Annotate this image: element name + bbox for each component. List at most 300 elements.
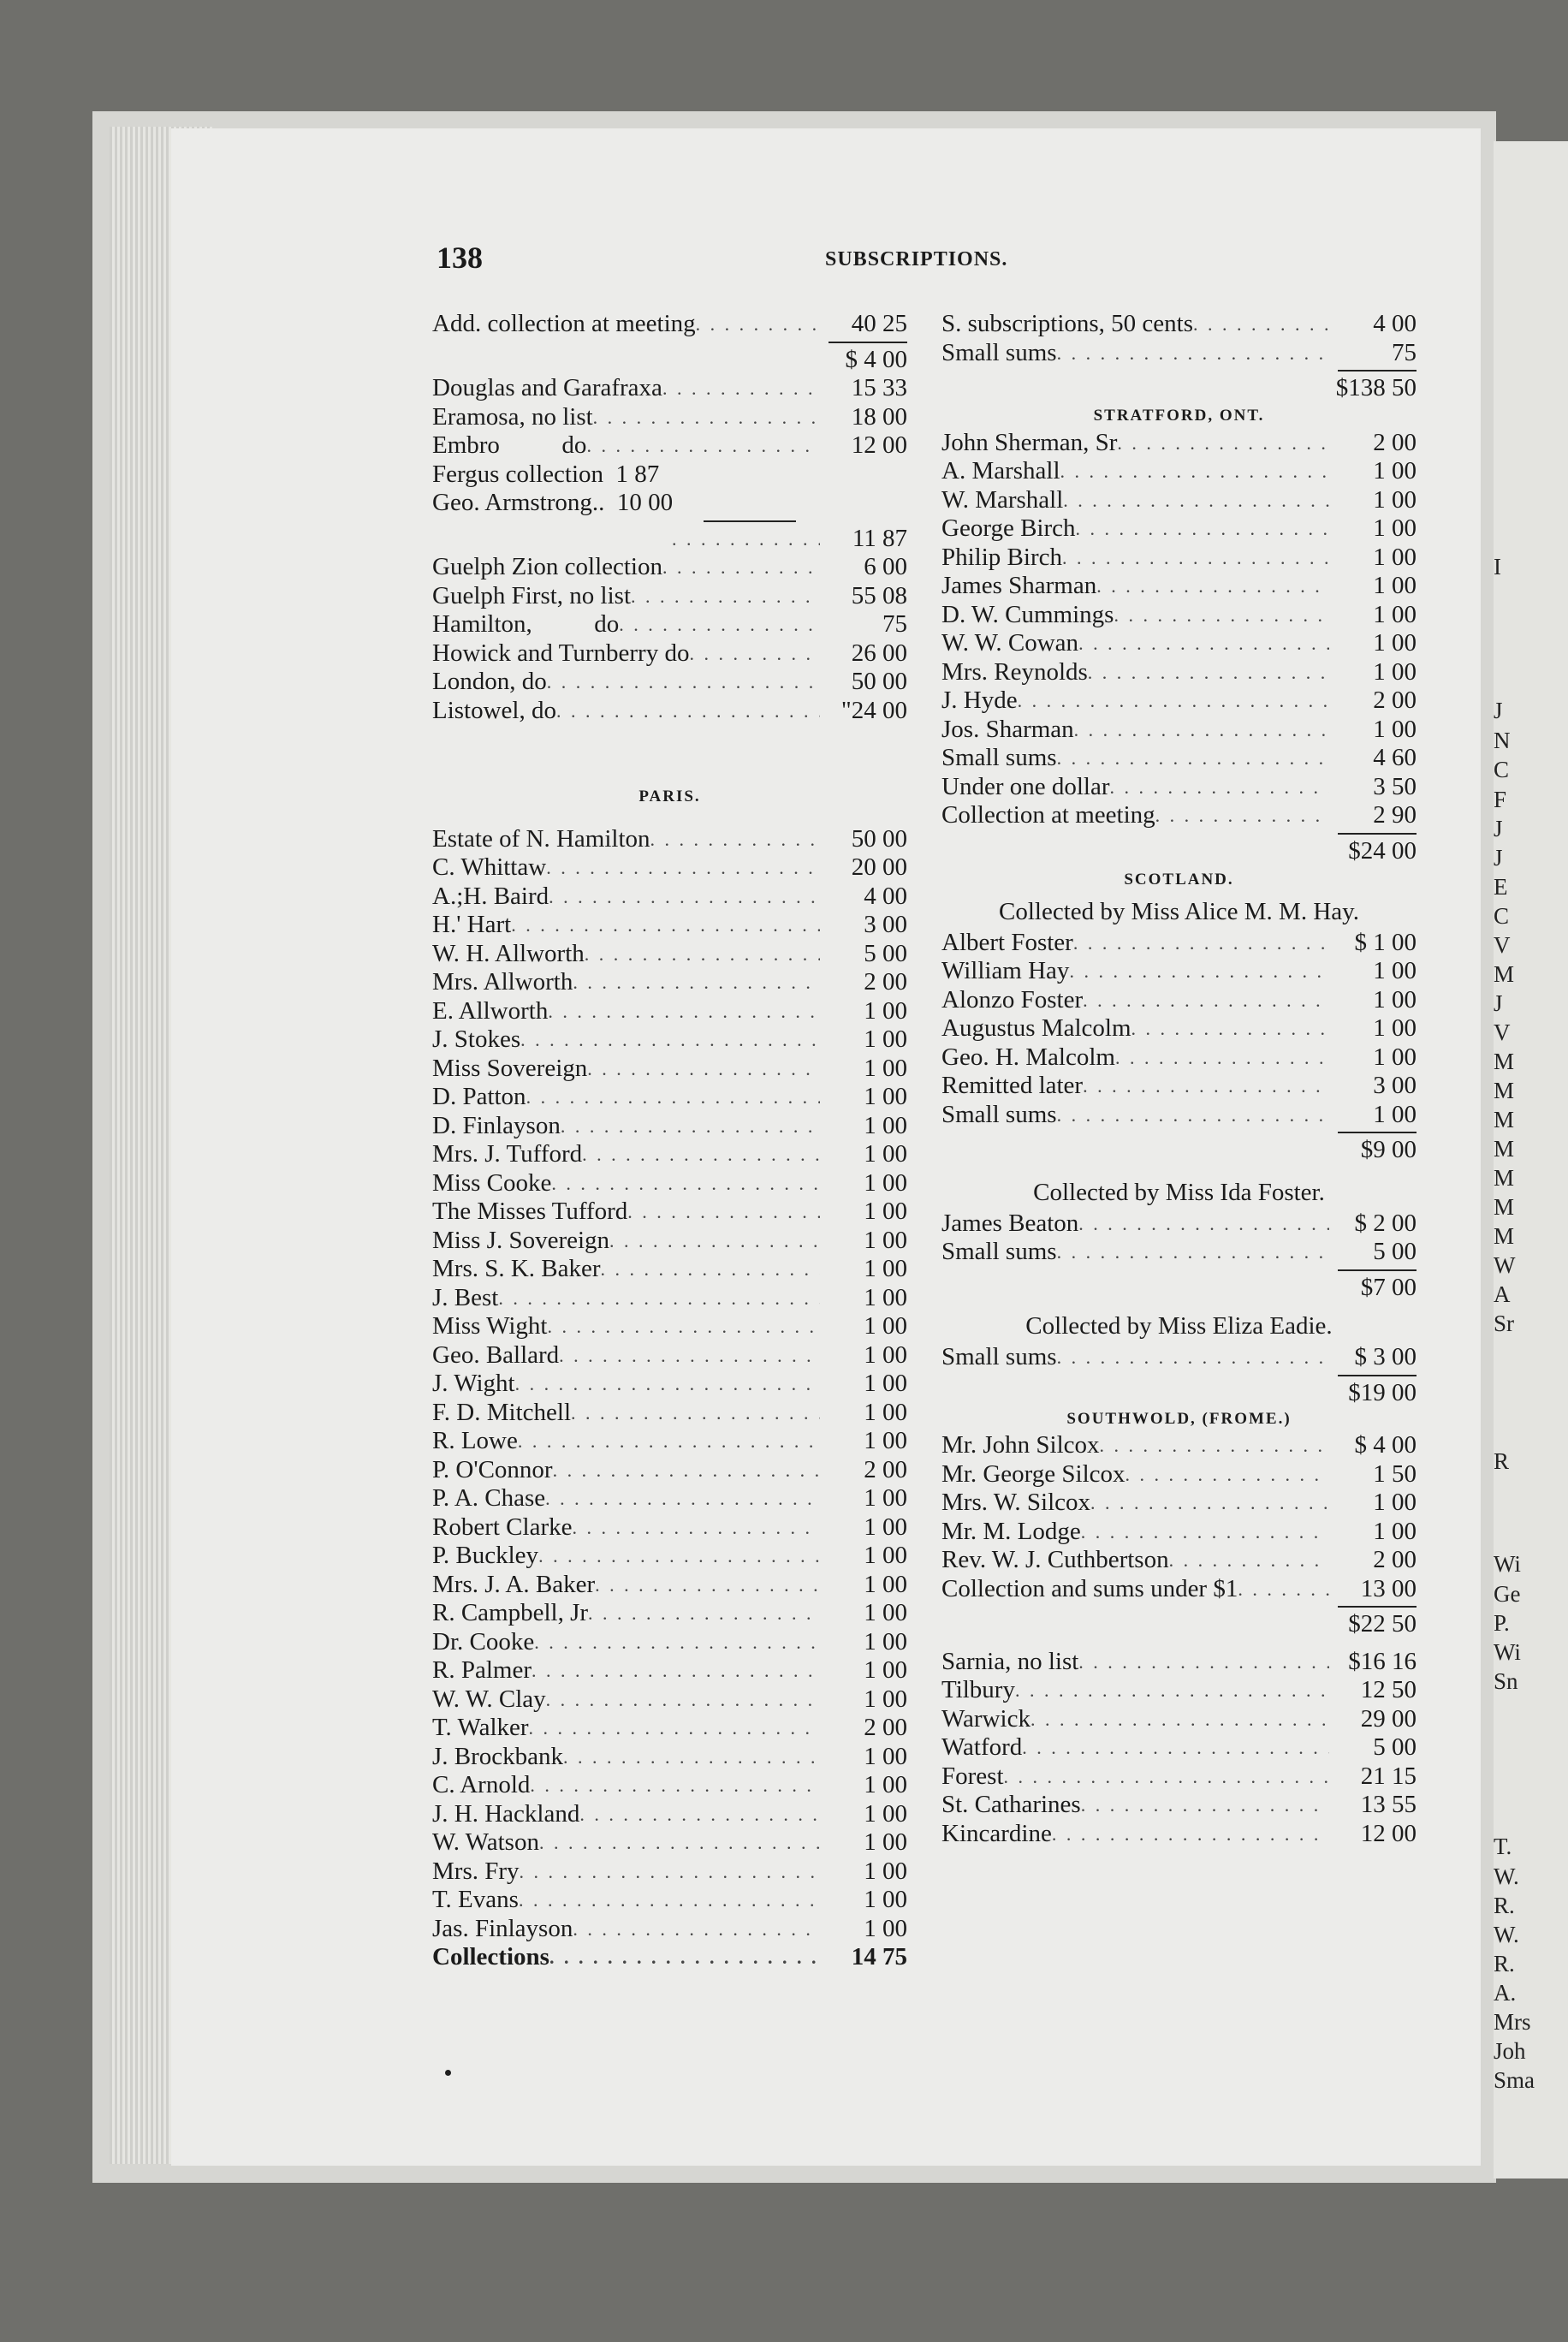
- entry-label: D. W. Cummings: [941, 600, 1114, 628]
- leader-dots: [511, 911, 820, 940]
- entry-label: J. Hyde: [941, 687, 1018, 714]
- entry-label: A.;H. Baird: [432, 882, 549, 910]
- entry-row: [432, 1284, 907, 1313]
- entry-label: Geo. H. Malcolm: [941, 1043, 1115, 1071]
- entry-amount: 1 00: [1373, 1517, 1417, 1545]
- leader-dots: [1022, 1733, 1329, 1762]
- entry-row: [941, 1518, 1417, 1547]
- entry-label: J. Wight: [432, 1370, 515, 1397]
- entry-row: [432, 940, 907, 969]
- entry-label: Add. collection at meeting: [432, 310, 696, 337]
- entry-row: [432, 1599, 907, 1628]
- entry-amount: 1 00: [864, 1398, 907, 1426]
- entry-row: [432, 1083, 907, 1112]
- entry-amount: "24 00: [840, 696, 907, 724]
- entry-label: Collection at meeting: [941, 801, 1155, 829]
- entry-amount: 1 00: [864, 1742, 907, 1770]
- collector-line: Collected by Miss Eliza Eadie.: [1025, 1312, 1333, 1340]
- entry-row: [941, 544, 1417, 573]
- entry-label: Alonzo Foster: [941, 985, 1084, 1013]
- leader-dots: [571, 1399, 820, 1428]
- entry-amount: 2 00: [1373, 1546, 1417, 1573]
- entry-amount: 1 00: [1373, 543, 1417, 571]
- entry-amount: 1 00: [864, 1857, 907, 1885]
- entry-amount: 20 00: [851, 853, 907, 881]
- entry-label: Robert Clarke: [432, 1513, 573, 1541]
- entry-row: [941, 629, 1417, 658]
- entry-row: [941, 801, 1417, 830]
- entry-amount: 29 00: [1360, 1704, 1417, 1733]
- entry-label: T. Evans: [432, 1886, 519, 1913]
- entry-row: [941, 1043, 1417, 1073]
- leader-dots: [573, 1915, 820, 1944]
- entry-label: Collections: [432, 1943, 549, 1970]
- fragment: F: [1494, 787, 1507, 812]
- leader-dots: [1114, 601, 1329, 630]
- entry-label: George Birch: [941, 514, 1076, 542]
- running-head: SUBSCRIPTIONS.: [825, 248, 1008, 270]
- entry-amount: 1 00: [1373, 600, 1417, 628]
- leader-dots: [539, 1828, 820, 1858]
- entry-row: [432, 431, 907, 461]
- collector-line: Collected by Miss Alice M. M. Hay.: [999, 897, 1359, 925]
- entry-label: Tilbury: [941, 1676, 1015, 1703]
- entry-amount: 1 00: [864, 1656, 907, 1684]
- total-amount: $24 00: [1348, 836, 1417, 865]
- leader-dots: [1015, 1676, 1329, 1705]
- entry-row: [941, 601, 1417, 630]
- entry-label: Miss Cooke: [432, 1168, 552, 1197]
- leader-dots: [1115, 1043, 1329, 1073]
- entry-label: J. Best: [432, 1283, 499, 1311]
- entry-amount: 75: [1392, 338, 1417, 366]
- leader-dots: [689, 639, 820, 669]
- entry-label: W. W. Cowan: [941, 629, 1079, 657]
- leader-dots: [696, 310, 820, 339]
- entry-amount: 50 00: [851, 824, 907, 853]
- entry-row: [432, 1628, 907, 1657]
- entry-row: [432, 610, 907, 639]
- entry-label: Fergus collection 1 87: [432, 460, 660, 488]
- leader-dots: [650, 825, 820, 854]
- entry-label: James Beaton: [941, 1209, 1079, 1237]
- left-column: [432, 310, 907, 1972]
- entry-amount: 12 00: [1360, 1819, 1417, 1847]
- entry-label: Mrs. W. Silcox: [941, 1489, 1091, 1516]
- leader-dots: [1131, 1014, 1329, 1043]
- entry-label: Guelph First, no list: [432, 581, 632, 609]
- entry-row: [941, 1676, 1417, 1705]
- fragment: R.: [1494, 1893, 1515, 1918]
- fragment: M: [1494, 961, 1515, 987]
- entry-label: Small sums: [941, 338, 1057, 366]
- leader-dots: [1057, 1238, 1329, 1267]
- entry-label: Mrs. J. Tufford: [432, 1140, 583, 1168]
- leader-dots: [1063, 486, 1329, 515]
- leader-dots: [549, 1943, 820, 1972]
- ink-speck: [445, 2070, 451, 2076]
- entry-label: Estate of N. Hamilton: [432, 824, 650, 853]
- entry-amount: 1 00: [864, 1111, 907, 1139]
- entry-amount: 1 00: [864, 1627, 907, 1655]
- entry-row: [432, 582, 907, 611]
- leader-dots: [515, 1370, 820, 1399]
- entry-amount: 4 00: [864, 882, 907, 910]
- fragment: C: [1494, 757, 1510, 782]
- entry-label: Mrs. Allworth: [432, 968, 573, 996]
- entry-amount: 1 00: [1373, 657, 1417, 686]
- total-amount: $7 00: [1360, 1273, 1417, 1301]
- entry-row: [432, 1312, 907, 1341]
- entry-row: [432, 489, 907, 518]
- entry-row: [432, 1025, 907, 1055]
- leader-dots: [609, 1227, 820, 1256]
- entry-row: [941, 457, 1417, 486]
- leader-dots: [1078, 629, 1329, 658]
- leader-dots: [520, 1858, 820, 1887]
- entry-amount: 6 00: [864, 553, 907, 580]
- entry-row: [432, 403, 907, 432]
- leader-dots: [1169, 1546, 1329, 1575]
- leader-dots: [1100, 1431, 1330, 1460]
- fragment: Sma: [1494, 2067, 1535, 2093]
- leader-dots: [1081, 1791, 1329, 1820]
- entry-label: Small sums: [941, 1100, 1057, 1128]
- fragment: M: [1494, 1078, 1515, 1103]
- entry-row: [432, 1341, 907, 1370]
- entry-amount: $ 4 00: [1354, 1431, 1417, 1459]
- entry-amount: 1 00: [864, 1542, 907, 1569]
- entry-amount: 1 00: [864, 1198, 907, 1225]
- entry-row: [941, 1343, 1417, 1372]
- entry-amount: 55 08: [851, 581, 907, 609]
- entry-label: J. Stokes: [432, 1025, 521, 1053]
- entry-row: [941, 429, 1417, 458]
- leader-dots: [662, 374, 820, 403]
- leader-dots: [1155, 801, 1329, 830]
- fragment: W: [1494, 1252, 1516, 1278]
- entry-row: [432, 1255, 907, 1284]
- leader-dots: [519, 1886, 820, 1915]
- entry-label: Augustus Malcolm: [941, 1014, 1131, 1042]
- leader-dots: [1096, 572, 1329, 601]
- entry-amount: 1 00: [864, 996, 907, 1025]
- entry-amount: 1 00: [864, 1083, 907, 1110]
- entry-label: R. Palmer: [432, 1656, 532, 1684]
- fragment: J: [1494, 698, 1503, 723]
- leader-dots: [546, 853, 820, 883]
- leader-dots: [1078, 1648, 1329, 1677]
- leader-dots: [619, 610, 820, 639]
- entry-amount: 3 50: [1373, 772, 1417, 800]
- fragment: A.: [1494, 1980, 1517, 2006]
- leader-dots: [1030, 1705, 1329, 1734]
- entry-label: Mrs. J. A. Baker: [432, 1570, 596, 1598]
- entry-amount: 40 25: [851, 310, 907, 337]
- entry-label: The Misses Tufford: [432, 1198, 628, 1225]
- total-row: [941, 1379, 1417, 1408]
- leader-dots: [553, 1456, 820, 1485]
- entry-label: T. Walker: [432, 1714, 529, 1741]
- leader-dots: [518, 1427, 820, 1456]
- entry-amount: 13 55: [1360, 1791, 1417, 1818]
- entry-amount: 1 00: [1373, 957, 1417, 984]
- entry-row: [941, 1575, 1417, 1604]
- leader-dots: [1018, 687, 1329, 716]
- entry-label: W. H. Allworth: [432, 939, 585, 967]
- entry-row: [941, 1014, 1417, 1043]
- entry-label: H.' Hart: [432, 911, 512, 938]
- entry-amount: 13 00: [1360, 1574, 1417, 1602]
- leader-dots: [498, 1284, 820, 1313]
- leader-dots: [582, 1140, 820, 1169]
- collector-line: Collected by Miss Ida Foster.: [1033, 1178, 1325, 1206]
- entry-label: D. Finlayson: [432, 1111, 561, 1139]
- fragment: Sn: [1494, 1668, 1518, 1694]
- entry-amount: 1 00: [864, 1570, 907, 1598]
- leader-dots: [586, 431, 820, 461]
- leader-dots: [1057, 1101, 1329, 1130]
- entry-amount: 1 00: [864, 1513, 907, 1541]
- leader-dots: [549, 883, 820, 912]
- entry-row: [432, 853, 907, 883]
- entry-amount: 1 00: [864, 1914, 907, 1942]
- entry-label: Miss Sovereign: [432, 1054, 588, 1082]
- total-rule: [941, 1603, 1417, 1610]
- leader-dots: [1052, 1820, 1329, 1849]
- entry-row: [432, 553, 907, 582]
- leader-dots: [573, 968, 820, 997]
- total-row: [941, 374, 1417, 403]
- leader-dots: [593, 403, 820, 432]
- entry-label: Philip Birch: [941, 543, 1062, 571]
- entry-row: [432, 1427, 907, 1456]
- entry-amount: 3 00: [864, 911, 907, 938]
- entry-amount: 1 00: [1373, 457, 1417, 484]
- entry-row: [432, 1112, 907, 1141]
- leader-dots: [1074, 716, 1329, 745]
- total-rule: [432, 339, 907, 346]
- fragment: Wi: [1494, 1551, 1521, 1577]
- leader-dots: [559, 1341, 820, 1370]
- entry-row: [432, 1714, 907, 1743]
- entry-amount: 5 00: [1373, 1238, 1417, 1265]
- entry-label: Jas. Finlayson: [432, 1914, 573, 1942]
- fragment: P.: [1494, 1610, 1510, 1636]
- entry-row: [432, 1685, 907, 1715]
- fragment: E: [1494, 874, 1508, 900]
- entry-label: Collection and sums under $1: [941, 1574, 1238, 1602]
- entry-label: P. O'Connor: [432, 1455, 553, 1483]
- leader-dots: [1069, 957, 1329, 986]
- total-amount: $138 50: [1335, 374, 1417, 401]
- entry-amount: 1 00: [864, 1025, 907, 1053]
- entry-label: Listowel, do: [432, 696, 556, 724]
- entry-label: Forest: [941, 1762, 1004, 1790]
- entry-row: [432, 1227, 907, 1256]
- leader-dots: [662, 553, 820, 582]
- leader-dots: [585, 940, 820, 969]
- fragment: R.: [1494, 1951, 1515, 1976]
- entry-label: Hamilton, do: [432, 610, 620, 638]
- entry-row: [941, 1791, 1417, 1820]
- entry-label: J. Brockbank: [432, 1742, 564, 1770]
- leader-dots: [546, 1685, 820, 1715]
- entry-amount: 4 60: [1373, 744, 1417, 771]
- entry-label: Mr. John Silcox: [941, 1431, 1100, 1459]
- total-row: [941, 837, 1417, 866]
- leader-dots: [1073, 929, 1329, 958]
- entry-label: W. W. Clay: [432, 1685, 546, 1713]
- entry-amount: 75: [882, 610, 907, 638]
- entry-amount: 1 00: [1373, 485, 1417, 514]
- entry-label: R. Campbell, Jr: [432, 1599, 589, 1626]
- entry-row: [941, 1210, 1417, 1239]
- leader-dots: [547, 1312, 820, 1341]
- entry-amount: 1 00: [864, 1312, 907, 1340]
- entry-amount: 11 87: [852, 524, 907, 552]
- leader-dots: [538, 1542, 820, 1571]
- leader-dots: [1083, 1072, 1329, 1101]
- leader-dots: [672, 525, 820, 554]
- leader-dots: [1088, 658, 1329, 687]
- entry-row: [432, 1743, 907, 1772]
- entry-label: Embro do: [432, 431, 587, 459]
- entry-row: [432, 461, 907, 490]
- entry-amount: $ 3 00: [1354, 1343, 1417, 1370]
- entry-amount: 5 00: [1373, 1733, 1417, 1761]
- leader-dots: [595, 1571, 820, 1600]
- leader-dots: [601, 1255, 820, 1284]
- section-heading-stratford: STRATFORD, ONT.: [1093, 406, 1265, 425]
- entry-amount: 2 00: [864, 968, 907, 996]
- leader-dots: [1078, 1210, 1329, 1239]
- entry-row: [432, 639, 907, 669]
- leader-dots: [1076, 514, 1330, 544]
- entry-row: [941, 1431, 1417, 1460]
- entry-row: [432, 525, 907, 554]
- entry-amount: 1 00: [864, 1168, 907, 1197]
- entry-label: W. Marshall: [941, 485, 1064, 514]
- entry-label: Mr. M. Lodge: [941, 1517, 1081, 1545]
- entry-amount: 1 50: [1373, 1459, 1417, 1488]
- entry-row: [432, 1542, 907, 1571]
- total-rule: [941, 830, 1417, 837]
- leader-dots: [1090, 1489, 1329, 1518]
- entry-label: Rev. W. J. Cuthbertson: [941, 1546, 1169, 1573]
- entry-label: Warwick: [941, 1704, 1030, 1733]
- entry-label: John Sherman, Sr: [941, 428, 1118, 456]
- entry-amount: 12 00: [851, 431, 907, 459]
- entry-row: [941, 986, 1417, 1015]
- entry-amount: 1 00: [1373, 1489, 1417, 1516]
- entry-row: [432, 668, 907, 697]
- leader-dots: [1083, 986, 1329, 1015]
- entry-label: C. Arnold: [432, 1771, 531, 1798]
- entry-label: Kincardine: [941, 1819, 1052, 1847]
- entry-label: W. Watson: [432, 1828, 539, 1856]
- entry-amount: 1 00: [864, 1370, 907, 1397]
- leader-dots: [545, 1484, 820, 1513]
- fragment: M: [1494, 1136, 1515, 1162]
- entry-amount: 1 00: [864, 1685, 907, 1713]
- entry-amount: 1 00: [864, 1886, 907, 1913]
- entry-row: [941, 339, 1417, 368]
- entry-label: Watford: [941, 1733, 1023, 1761]
- leader-dots: [1126, 1460, 1329, 1489]
- entry-label: Jos. Sharman: [941, 715, 1074, 743]
- entry-row: [941, 1072, 1417, 1101]
- leader-dots: [563, 1743, 820, 1772]
- leader-dots: [588, 1599, 820, 1628]
- entry-label: Mrs. Reynolds: [941, 657, 1088, 686]
- entry-amount: 1 00: [864, 1226, 907, 1254]
- entry-amount: 1 00: [864, 1054, 907, 1082]
- entry-row: [941, 658, 1417, 687]
- entry-row: [941, 773, 1417, 802]
- entry-row: [941, 1648, 1417, 1677]
- entry-row: [432, 1169, 907, 1198]
- leader-dots: [1110, 773, 1330, 802]
- leader-dots: [627, 1198, 820, 1227]
- total-amount: $22 50: [1348, 1610, 1417, 1638]
- entry-row: [941, 1238, 1417, 1267]
- entry-row: [432, 1484, 907, 1513]
- entry-label: Under one dollar: [941, 772, 1110, 800]
- entry-label: D. Patton: [432, 1083, 526, 1110]
- section-heading-paris: PARIS.: [638, 788, 701, 805]
- entry-label: E. Allworth: [432, 996, 549, 1025]
- section-heading-scotland: SCOTLAND.: [1124, 871, 1234, 889]
- entry-row: [432, 997, 907, 1026]
- leader-dots: [530, 1771, 820, 1800]
- fragment: J: [1494, 990, 1503, 1016]
- leader-dots: [1238, 1575, 1329, 1604]
- entry-row: [941, 744, 1417, 773]
- entry-label: P. Buckley: [432, 1542, 539, 1569]
- fragment: Sr: [1494, 1311, 1515, 1336]
- entry-row: [432, 883, 907, 912]
- fragment: N: [1494, 728, 1511, 753]
- entry-amount: 2 00: [1373, 428, 1417, 456]
- entry-label: Guelph Zion collection: [432, 553, 662, 580]
- entry-row: [941, 1489, 1417, 1518]
- leader-dots: [551, 1169, 820, 1198]
- entry-label: James Sharman: [941, 572, 1097, 599]
- entry-row: [941, 929, 1417, 958]
- entry-row: [432, 1198, 907, 1227]
- total-amount: $19 00: [1348, 1378, 1417, 1406]
- leader-dots: [520, 1025, 820, 1055]
- entry-amount: 1 00: [1373, 572, 1417, 599]
- entry-row: [432, 1915, 907, 1944]
- leader-dots: [1060, 457, 1329, 486]
- leader-dots: [579, 1800, 820, 1829]
- leader-dots: [1004, 1762, 1330, 1792]
- entry-row: [432, 1858, 907, 1887]
- entry-amount: 14 75: [851, 1943, 907, 1970]
- fragment: M: [1494, 1194, 1515, 1220]
- entry-label: Mrs. Fry: [432, 1857, 520, 1885]
- entry-label: Remitted later: [941, 1072, 1084, 1099]
- entry-row: [941, 687, 1417, 716]
- entry-amount: 1 00: [864, 1283, 907, 1311]
- entry-label: Douglas and Garafraxa: [432, 374, 662, 401]
- fragment: T.: [1494, 1834, 1512, 1859]
- entry-row: [941, 572, 1417, 601]
- fragment: Joh: [1494, 2038, 1526, 2064]
- total-amount: $9 00: [1360, 1136, 1417, 1163]
